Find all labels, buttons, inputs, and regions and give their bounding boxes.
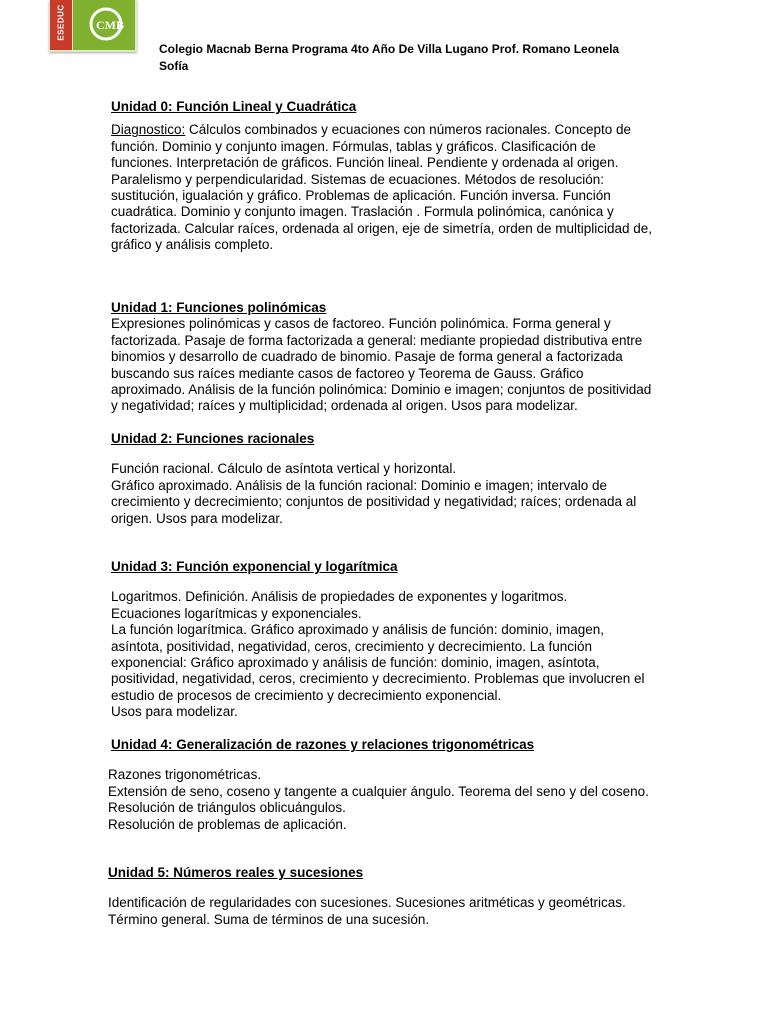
unidad-1-title: Unidad 1: Funciones polinómicas xyxy=(111,300,327,315)
unidad-1-section xyxy=(111,300,656,415)
logo-strip-text: ESEDUC xyxy=(56,4,66,41)
school-crest-logo-icon xyxy=(87,4,125,44)
document-header: Colegio Macnab Berna Programa 4to Año De Villa Lugano Prof. Romano Leonela Sofía xyxy=(159,42,620,73)
unidad-2-title: Unidad 2: Funciones racionales xyxy=(111,431,315,446)
unidad-5-line-1: Identificación de regularidades con sucesiones. Sucesiones aritméticas y geométricas. xyxy=(108,895,626,911)
unidad-5-line-2: Término general. Suma de términos de una sucesión. xyxy=(108,911,430,927)
unidad-3-line-last: Usos para modelizar. xyxy=(111,704,238,720)
unidad-4-title: Unidad 4: Generalización de razones y relaciones trigonométricas xyxy=(111,737,535,752)
unidad-4-text: Extensión de seno, coseno y tangente a cualquier ángulo. Teorema del seno y del coseno. xyxy=(108,783,649,799)
unidad-4-section xyxy=(108,737,656,833)
unidad-3-text: La función logarítmica. Gráfico aproximado y análisis de función: dominio, imagen, asíntota, positividad, negatividad, ceros, crecimiento y decrecimiento. La función exponencial: Gráfico aproximado y análisis de función: dominio, imagen, asíntota, positividad, negatividad, ceros, crecimiento y decrecimiento. Problemas que involucren el estudio de procesos de crecimiento y decrecimiento exponencial. xyxy=(111,622,645,703)
unidad-3-line-1: Logaritmos. Definición. Análisis de propiedades de exponentes y logaritmos. xyxy=(111,589,568,605)
unidad-0-text: Cálculos combinados y ecuaciones con números racionales. Concepto de función. Dominio y conjunto imagen. Fórmulas, tablas y gráficos. Clasificación de funciones. Interpretación de gráficos. Función lineal. Pendiente y ordenada al origen. Paralelismo y perpendicularidad. Sistemas de ecuaciones. Métodos de resolución: sustitución, igualación y gráfico. Problemas de aplicación. Función inversa. Función cuadrática. Dominio y conjunto imagen. Traslación . Formula polinómica, canónica y factorizada. Calcular raíces, ordenada al origen, eje de simetría, orden de multiplicidad de, gráfico y análisis completo. xyxy=(111,122,653,253)
unidad-0-section xyxy=(111,99,656,254)
unidad-1-text: Expresiones polinómicas y casos de factoreo. Función polinómica. Forma general y factorizada. Pasaje de forma factorizada a general: mediante propiedad distributiva entre binomios y desarrollo de cuadrado de binomio. Pasaje de forma general a factorizada buscando sus raíces mediante casos de factoreo y Teorema de Gauss. Gráfico aproximado. Análisis de la función polinómica: Dominio e imagen; conjuntos de positividad y negatividad; raíces y multiplicidad; ordenada al origen. Usos para modelizar. xyxy=(111,316,652,414)
school-logo xyxy=(49,0,137,52)
logo-red-strip xyxy=(50,0,72,50)
unidad-3-section xyxy=(111,559,656,721)
unidad-5-section xyxy=(108,865,668,928)
unidad-2-line-1: Función racional. Cálculo de asíntota vertical y horizontal. xyxy=(111,461,457,477)
unidad-4-line-4: Resolución de problemas de aplicación. xyxy=(108,816,347,832)
unidad-4-line-3: Resolución de triángulos oblicuángulos. xyxy=(108,800,346,816)
unidad-0-body xyxy=(111,122,656,253)
unidad-4-line-1: Razones trigonométricas. xyxy=(108,767,262,783)
diagnostico-label: Diagnostico: xyxy=(111,122,186,138)
unidad-0-title: Unidad 0: Función Lineal y Cuadrática xyxy=(111,99,357,114)
unidad-2-section xyxy=(111,431,656,527)
unidad-3-title: Unidad 3: Función exponencial y logarítmica xyxy=(111,559,398,574)
unidad-5-title: Unidad 5: Números reales y sucesiones xyxy=(108,865,364,880)
unidad-2-text: Gráfico aproximado. Análisis de la función racional: Dominio e imagen; intervalo de crecimiento y decrecimiento; conjuntos de positividad y negatividad; raíces; ordenada al origen. Usos para modelizar. xyxy=(111,477,637,526)
logo-monogram: CMB xyxy=(96,18,124,32)
unidad-3-line-2: Ecuaciones logarítmicas y exponenciales. xyxy=(111,605,362,621)
